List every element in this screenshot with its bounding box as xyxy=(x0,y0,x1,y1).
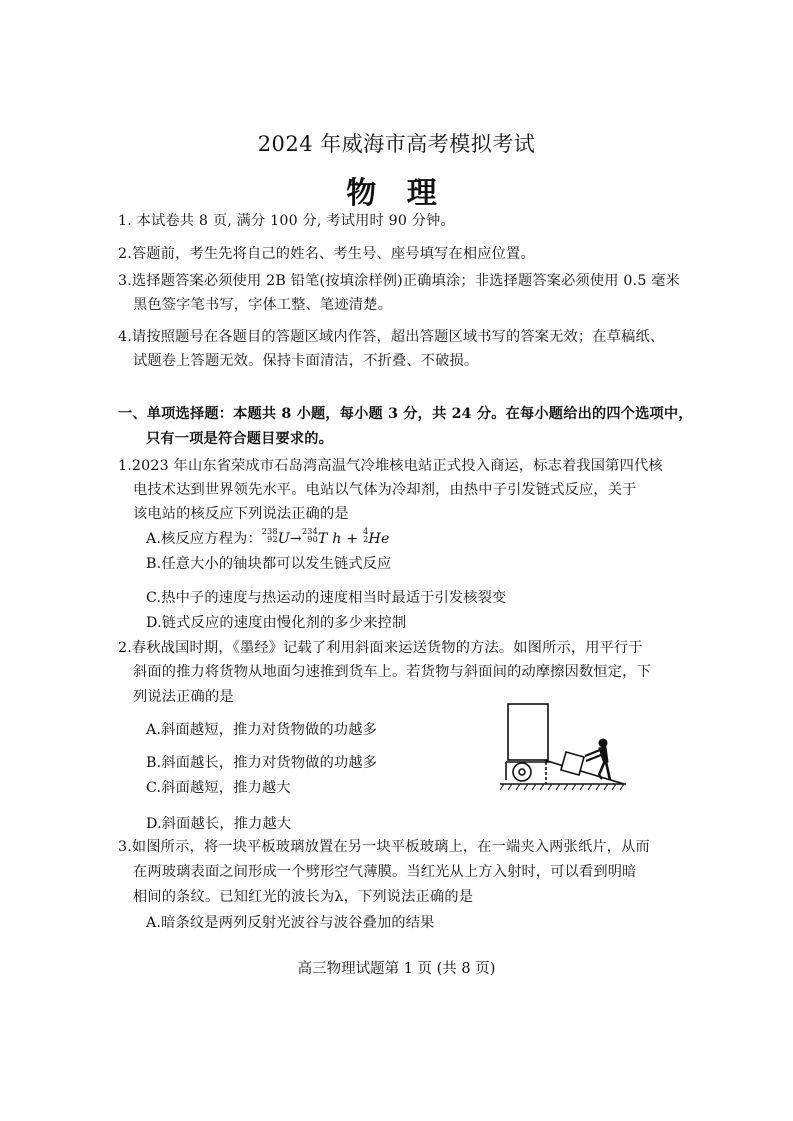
q1-stem-line-1: 1.2023 年山东省荣成市石岛湾高温气冷堆核电站正式投入商运，标志着我国第四代核 xyxy=(118,458,663,474)
q1-option-c: C.热中子的速度与热运动的速度相当时最适于引发核裂变 xyxy=(146,590,507,606)
cargo-box xyxy=(561,752,584,775)
th-atomic-number: 90 xyxy=(307,535,318,544)
q2-option-d: D.斜面越长，推力越大 xyxy=(146,816,292,832)
q2-option-a: A.斜面越短，推力对货物做的功越多 xyxy=(146,722,377,738)
instruction-1: 1. 本试卷共 8 页, 满分 100 分, 考试用时 90 分钟。 xyxy=(118,213,455,229)
exam-title: 2024 年威海市高考模拟考试 xyxy=(257,132,536,156)
instruction-4: 4.请按照题号在各题目的答题区域内作答，超出答题区域书写的答案无效；在草稿纸、 xyxy=(118,329,665,345)
instruction-2: 2.答题前，考生先将自己的姓名、考生号、座号填写在相应位置。 xyxy=(118,246,535,262)
q1-stem-line-2: 电技术达到世界领先水平。电站以气体为冷却剂，由热中子引发链式反应，关于 xyxy=(133,482,637,498)
incline-truck-figure xyxy=(500,700,630,795)
q1-option-a-prefix: A.核反应方程为： xyxy=(146,531,262,547)
q1-option-b: B.任意大小的铀块都可以发生链式反应 xyxy=(146,556,392,572)
u-mass-number: 238 xyxy=(261,527,278,536)
u-atomic-number: 92 xyxy=(267,535,278,544)
q3-stem-line-1: 3.如图所示，将一块平板玻璃放置在另一块平板玻璃上，在一端夹入两张纸片，从而 xyxy=(118,839,650,855)
q1-option-d: D.链式反应的速度由慢化剂的多少来控制 xyxy=(146,615,407,631)
th-symbol: T h + xyxy=(317,531,364,547)
q2-option-b: B.斜面越长，推力对货物做的功越多 xyxy=(146,755,378,771)
subject-title: 物 理 xyxy=(346,176,447,211)
q2-stem-line-2: 斜面的推力将货物从地面匀速推到货车上。若货物与斜面间的动摩擦因数恒定，下 xyxy=(133,664,651,680)
q2-stem-line-1: 2.春秋战国时期，《墨经》记载了利用斜面来运送货物的方法。如图所示，用平行于 xyxy=(118,640,643,656)
he-atomic-number: 2 xyxy=(363,535,369,544)
he-symbol: He xyxy=(368,531,390,547)
u-symbol: U xyxy=(277,531,290,547)
th-mass-number: 234 xyxy=(302,527,318,536)
q1-stem-line-3: 该电站的核反应下列说法正确的是 xyxy=(133,506,349,522)
instruction-3: 3.选择题答案必须使用 2B 铅笔(按填涂样例)正确填涂；非选择题答案必须使用 0.5 毫米 xyxy=(118,273,681,289)
page-footer: 高三物理试题第 1 页 (共 8 页) xyxy=(297,961,496,977)
section-heading-cont: 只有一项是符合题目要求的。 xyxy=(146,431,334,447)
q3-stem-line-2: 在两玻璃表面之间形成一个劈形空气薄膜。当红光从上方入射时，可以看到明暗 xyxy=(133,864,637,880)
truck-cargo-box xyxy=(508,704,548,760)
q2-option-c: C.斜面越短，推力越大 xyxy=(146,780,291,796)
section-heading: 一、单项选择题：本题共 8 小题，每小题 3 分，共 24 分。在每小题给出的四个选项中， xyxy=(118,406,693,422)
incline-ramp xyxy=(544,760,624,784)
q2-stem-line-3: 列说法正确的是 xyxy=(133,689,234,705)
instruction-3-cont: 黑色签字笔书写，字体工整、笔迹清楚。 xyxy=(133,297,392,313)
nuclear-equation xyxy=(261,527,390,547)
q3-option-a: A.暗条纹是两列反射光波谷与波谷叠加的结果 xyxy=(146,915,435,931)
truck-wheel xyxy=(513,763,531,781)
reaction-arrow: → xyxy=(289,531,303,547)
q3-stem-line-3: 相间的条纹。已知红光的波长为λ，下列说法正确的是 xyxy=(133,889,474,905)
q1-option-a xyxy=(146,528,390,548)
instruction-4-cont: 试题卷上答题无效。保持卡面清洁，不折叠、不破损。 xyxy=(133,353,479,369)
he-mass-number: 4 xyxy=(363,527,369,536)
